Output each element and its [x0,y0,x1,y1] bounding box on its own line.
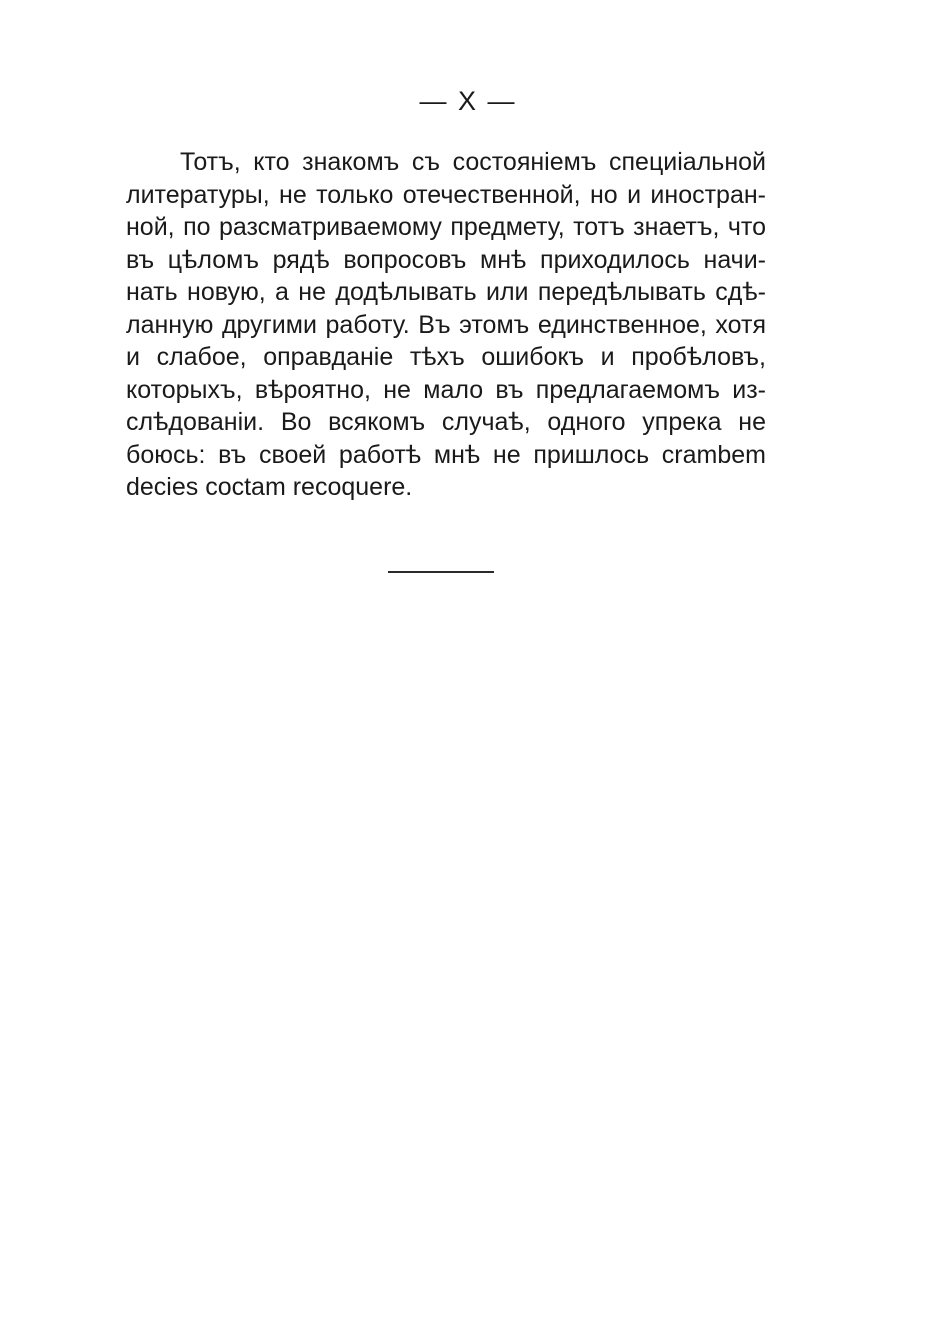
text-line: ной, по разсматриваемому предмету, тотъ знаетъ, что [126,213,766,241]
text-line: ланную другими работу. Въ этомъ единственное, хотя [126,310,766,339]
text-line: слѣдованіи. Во всякомъ случаѣ, одного упрека не [126,408,766,436]
page-number: — X — [419,86,517,116]
text-line: нать новую, а не додѣлывать или передѣлывать сдѣ- [126,278,766,306]
body-paragraph [126,146,766,504]
text-line: боюсь: въ своей работѣ мнѣ не пришлось crambem [126,440,766,469]
text-line: литературы, не только отечественной, но и иностран- [126,180,766,209]
text-line: въ цѣломъ рядѣ вопросовъ мнѣ приходилось начи- [126,245,766,274]
text-line: decies coctam recoquere. [126,473,413,501]
text-line: Тотъ, кто знакомъ съ состояніемъ специіальной [180,148,766,176]
section-end-rule [388,571,494,573]
text-line: и слабое, оправданіе тѣхъ ошибокъ и пробѣловъ, [126,343,766,371]
text-line: которыхъ, вѣроятно, не мало въ предлагаемомъ из- [126,375,766,404]
